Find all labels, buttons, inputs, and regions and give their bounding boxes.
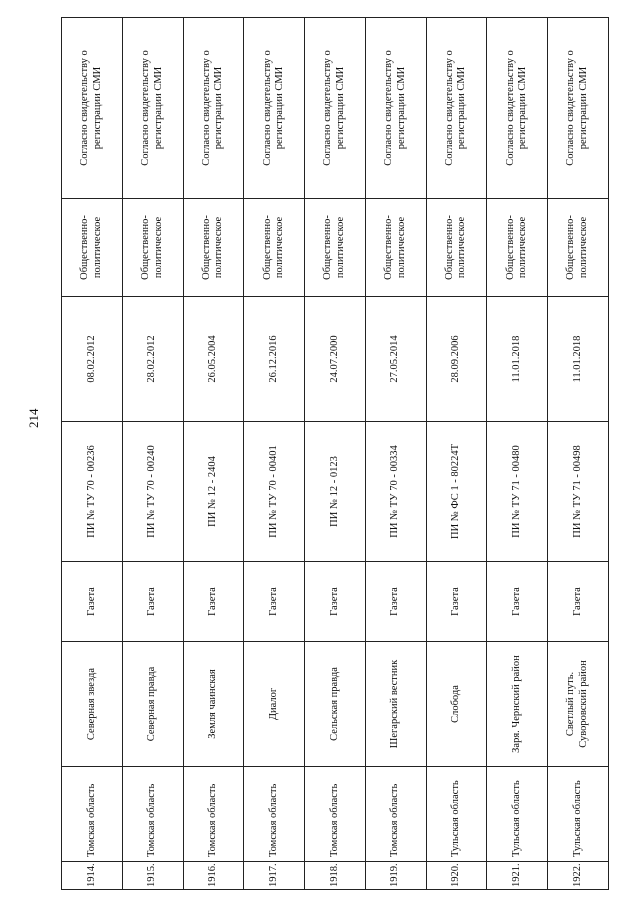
note-cell: Согласно свидетельству о регистрации СМИ (183, 18, 244, 199)
table-row (487, 18, 548, 890)
registration-number-cell: ПИ № ТУ 70 - 00334 (365, 422, 426, 562)
publication-title-cell: Сельская правда (305, 642, 366, 767)
region-cell: Томская область (62, 767, 123, 862)
media-type-cell: Газета (548, 562, 609, 642)
table-row (244, 18, 305, 890)
region-cell: Томская область (122, 767, 183, 862)
registration-number-cell: ПИ № 12 - 2404 (183, 422, 244, 562)
table-row (548, 18, 609, 890)
publication-title-cell: Северная правда (122, 642, 183, 767)
row-number-cell: 1921. (487, 862, 548, 890)
registration-date-cell: 27.05.2014 (365, 297, 426, 422)
row-number-cell: 1914. (62, 862, 123, 890)
specialization-cell: Общественно-политическое (244, 199, 305, 297)
media-type-cell: Газета (62, 562, 123, 642)
media-type-cell: Газета (305, 562, 366, 642)
region-cell: Томская область (305, 767, 366, 862)
registration-date-cell: 08.02.2012 (62, 297, 123, 422)
media-registry-table (61, 17, 609, 890)
table-row (365, 18, 426, 890)
registration-date-cell: 11.01.2018 (548, 297, 609, 422)
specialization-cell: Общественно-политическое (548, 199, 609, 297)
specialization-cell: Общественно-политическое (183, 199, 244, 297)
publication-title-cell: Земля чаинская (183, 642, 244, 767)
specialization-cell: Общественно-политическое (122, 199, 183, 297)
row-number-cell: 1918. (305, 862, 366, 890)
note-cell: Согласно свидетельству о регистрации СМИ (487, 18, 548, 199)
region-cell: Тульская область (426, 767, 487, 862)
media-type-cell: Газета (487, 562, 548, 642)
media-type-cell: Газета (183, 562, 244, 642)
note-cell: Согласно свидетельству о регистрации СМИ (548, 18, 609, 199)
registration-date-cell: 26.05.2004 (183, 297, 244, 422)
registration-number-cell: ПИ № ТУ 70 - 00401 (244, 422, 305, 562)
region-cell: Томская область (244, 767, 305, 862)
table-row (62, 18, 123, 890)
note-cell: Согласно свидетельству о регистрации СМИ (426, 18, 487, 199)
table-row (183, 18, 244, 890)
region-cell: Томская область (365, 767, 426, 862)
row-number-cell: 1920. (426, 862, 487, 890)
registration-number-cell: ПИ № 12 - 0123 (305, 422, 366, 562)
specialization-cell: Общественно-политическое (487, 199, 548, 297)
region-cell: Томская область (183, 767, 244, 862)
publication-title-cell: Заря. Чернский район (487, 642, 548, 767)
note-cell: Согласно свидетельству о регистрации СМИ (62, 18, 123, 199)
row-number-cell: 1916. (183, 862, 244, 890)
media-type-cell: Газета (365, 562, 426, 642)
media-type-cell: Газета (122, 562, 183, 642)
publication-title-cell: Шегарский вестник (365, 642, 426, 767)
publication-title-cell: Диалог (244, 642, 305, 767)
registration-number-cell: ПИ № ТУ 70 - 00236 (62, 422, 123, 562)
registration-number-cell: ПИ № ФС 1 - 80224Т (426, 422, 487, 562)
row-number-cell: 1917. (244, 862, 305, 890)
registry-sheet (61, 18, 609, 890)
specialization-cell: Общественно-политическое (62, 199, 123, 297)
note-cell: Согласно свидетельству о регистрации СМИ (122, 18, 183, 199)
note-cell: Согласно свидетельству о регистрации СМИ (365, 18, 426, 199)
note-cell: Согласно свидетельству о регистрации СМИ (305, 18, 366, 199)
specialization-cell: Общественно-политическое (365, 199, 426, 297)
specialization-cell: Общественно-политическое (426, 199, 487, 297)
media-type-cell: Газета (244, 562, 305, 642)
registration-date-cell: 24.07.2000 (305, 297, 366, 422)
registration-date-cell: 26.12.2016 (244, 297, 305, 422)
region-cell: Тульская область (487, 767, 548, 862)
table-body (62, 18, 609, 890)
region-cell: Тульская область (548, 767, 609, 862)
table-row (305, 18, 366, 890)
media-type-cell: Газета (426, 562, 487, 642)
row-number-cell: 1915. (122, 862, 183, 890)
registration-date-cell: 28.09.2006 (426, 297, 487, 422)
table-row (122, 18, 183, 890)
publication-title-cell: Слобода (426, 642, 487, 767)
registration-number-cell: ПИ № ТУ 71 - 00480 (487, 422, 548, 562)
registration-date-cell: 28.02.2012 (122, 297, 183, 422)
table-row (426, 18, 487, 890)
specialization-cell: Общественно-политическое (305, 199, 366, 297)
row-number-cell: 1919. (365, 862, 426, 890)
note-cell: Согласно свидетельству о регистрации СМИ (244, 18, 305, 199)
registration-number-cell: ПИ № ТУ 71 - 00498 (548, 422, 609, 562)
publication-title-cell: Северная звезда (62, 642, 123, 767)
row-number-cell: 1922. (548, 862, 609, 890)
publication-title-cell: Светлый путь. Суворовский район (548, 642, 609, 767)
page-number: 214 (26, 408, 41, 428)
registration-date-cell: 11.01.2018 (487, 297, 548, 422)
registration-number-cell: ПИ № ТУ 70 - 00240 (122, 422, 183, 562)
